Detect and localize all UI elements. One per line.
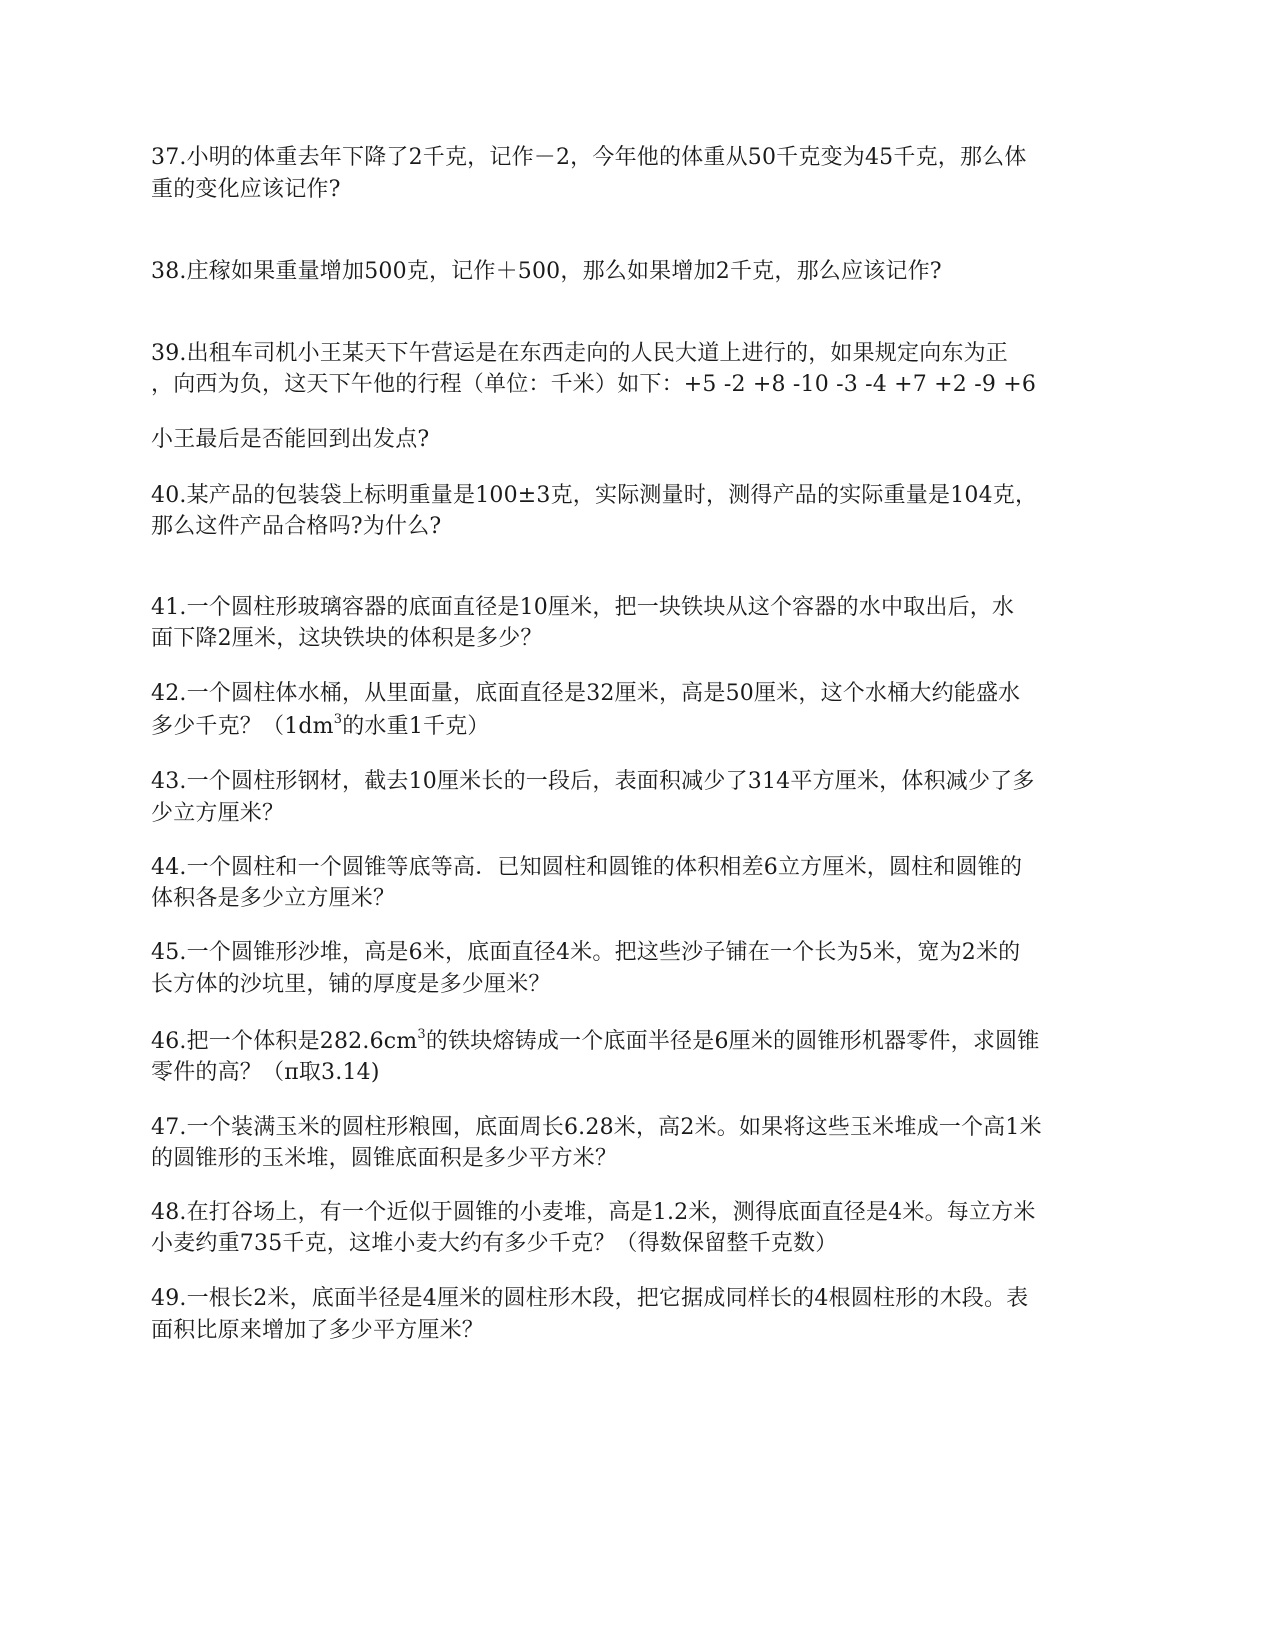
- question-45-line-1: 45.一个圆锥形沙堆，高是6米，底面直径4米。把这些沙子铺在一个长为5米，宽为2米的: [151, 940, 1021, 965]
- question-39-line-1: 39.出租车司机小王某天下午营运是在东西走向的人民大道上进行的，如果规定向东为正: [151, 341, 1008, 366]
- question-41-line-2: 面下降2厘米，这块铁块的体积是多少？: [151, 626, 543, 651]
- superscript-cube: 3: [333, 711, 343, 727]
- question-42-line-2-start: 多少千克？（1dm: [151, 714, 334, 739]
- question-42-line-2-end: 的水重1千克）: [342, 714, 490, 739]
- superscript-cube: 3: [417, 1026, 426, 1042]
- question-44-line-1: 44.一个圆柱和一个圆锥等底等高．已知圆柱和圆锥的体积相差6立方厘米，圆柱和圆锥的: [151, 855, 1023, 880]
- question-47-line-2: 的圆锥形的玉米堆，圆锥底面积是多少平方米？: [151, 1146, 618, 1171]
- question-37-line-2: 重的变化应该记作?: [151, 177, 341, 202]
- question-40-line-2: 那么这件产品合格吗?为什么?: [151, 514, 442, 539]
- question-37-line-1: 37.小明的体重去年下降了2千克，记作－2，今年他的体重从50千克变为45千克，那么体: [151, 145, 1027, 170]
- question-42-line-1: 42.一个圆柱体水桶，从里面量，底面直径是32厘米，高是50厘米，这个水桶大约能盛水: [151, 681, 1021, 706]
- question-48-line-1: 48.在打谷场上，有一个近似于圆锥的小麦堆，高是1.2米，测得底面直径是4米。每立方米: [151, 1200, 1036, 1225]
- question-46-line-1: [151, 1027, 1039, 1057]
- question-39-line-3: 小王最后是否能回到出发点?: [151, 427, 430, 452]
- question-46-line-1-start: 46.把一个体积是282.6cm: [151, 1029, 418, 1054]
- question-38-line-1: 38.庄稼如果重量增加500克，记作＋500，那么如果增加2千克，那么应该记作?: [151, 259, 942, 284]
- question-46-line-2: 零件的高？（π取3.14): [151, 1060, 380, 1085]
- question-44-line-2: 体积各是多少立方厘米？: [151, 886, 396, 911]
- question-39-line-2: ，向西为负，这天下午他的行程（单位：千米）如下：+5 -2 +8 -10 -3 -4 +7 +2 -9 +6: [151, 372, 1037, 397]
- question-47-line-1: 47.一个装满玉米的圆柱形粮囤，底面周长6.28米，高2米。如果将这些玉米堆成一个高1米: [151, 1115, 1042, 1140]
- question-40-line-1: 40.某产品的包装袋上标明重量是100±3克，实际测量时，测得产品的实际重量是104克，: [151, 483, 1038, 508]
- question-42-line-2: [151, 712, 490, 742]
- question-41-line-1: 41.一个圆柱形玻璃容器的底面直径是10厘米，把一块铁块从这个容器的水中取出后，水: [151, 595, 1015, 620]
- question-45-line-2: 长方体的沙坑里，铺的厚度是多少厘米？: [151, 972, 551, 997]
- question-43-line-1: 43.一个圆柱形钢材，截去10厘米长的一段后，表面积减少了314平方厘米，体积减少了多: [151, 769, 1035, 794]
- question-43-line-2: 少立方厘米？: [151, 801, 285, 826]
- question-49-line-1: 49.一根长2米，底面半径是4厘米的圆柱形木段，把它据成同样长的4根圆柱形的木段。表: [151, 1286, 1029, 1311]
- question-49-line-2: 面积比原来增加了多少平方厘米？: [151, 1318, 485, 1343]
- question-46-line-1-end: 的铁块熔铸成一个底面半径是6厘米的圆锥形机器零件，求圆锥: [425, 1029, 1040, 1054]
- question-48-line-2: 小麦约重735千克，这堆小麦大约有多少千克？（得数保留整千克数）: [151, 1231, 838, 1256]
